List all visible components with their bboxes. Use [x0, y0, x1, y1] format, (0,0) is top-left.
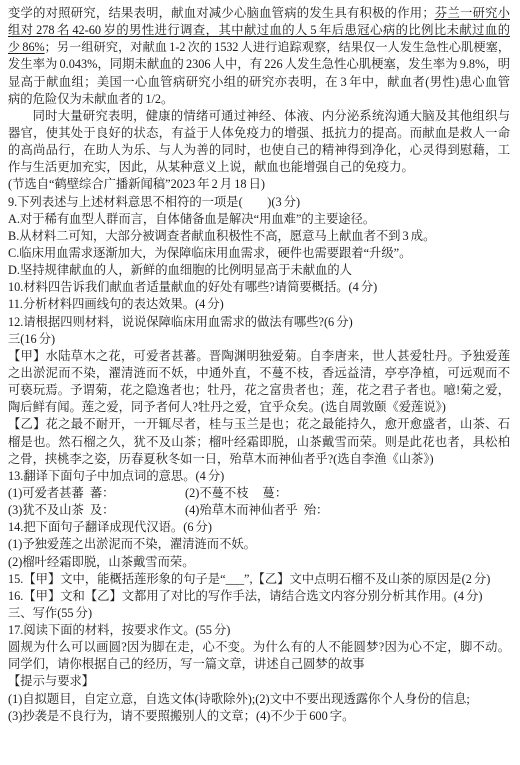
- classical-text-jia-line: 可亵玩焉。予谓菊，花之隐逸者也；牡丹，花之富贵者也；莲，花之君子者也。噫!菊之爱，: [8, 383, 510, 398]
- option-a: A.对于稀有血型人群而言，自体储备血是解决“用血难”的主要途径。: [8, 211, 376, 226]
- section-heading: 三(16 分): [8, 331, 56, 346]
- passage-line: [8, 5, 510, 22]
- q13-item-3: [8, 502, 114, 519]
- question-17-stem: 17.阅读下面的材料，按要求作文。(55 分): [8, 623, 231, 638]
- question-16: 16.【甲】文和【乙】文都用了对比的写作手法，请结合选文内容分别分析其作用。(4 分): [8, 588, 483, 603]
- question-15: 15.【甲】文中，能概括莲形象的句子是“___”,【乙】文中点明石榴不及山茶的原因是(2 分): [8, 571, 491, 586]
- q14-sentence-1: (1)予独爱莲之出淤泥而不染，濯清涟而不妖。: [8, 537, 256, 552]
- q13-phrase: (1)可爱者甚蕃: [8, 485, 84, 500]
- requirement-line: (1)自拟题目，自定立意，自选文体(诗歌除外);(2)文中不要出现透露你个人身份的信息;: [8, 691, 470, 706]
- q13-row: [8, 485, 510, 502]
- section-heading-writing: 三、写作(55 分): [8, 605, 93, 620]
- question-12: 12.请根据四则材料，说说保障临床用血需求的做法有哪些?(6 分): [8, 314, 353, 329]
- question-13-stem: 13.翻译下面句子中加点词的意思。(4 分): [8, 468, 225, 483]
- passage-line: 发生率为 0.043%，同期未献血的 2306 人中，有 226 人发生急性心肌梗塞，发生率为 9.8%，明: [8, 57, 510, 72]
- classical-text-yi-line: 【乙】花之最不耐开，一开辄尽者，桂与玉兰是也；花之最能持久，愈开愈盛者，山茶、石: [8, 417, 510, 432]
- q13-row: [8, 502, 510, 519]
- q13-item-2: [185, 485, 287, 502]
- source-citation: (节选自“鹤壁综合广播新闻稿”2023 年 2 月 18 日): [8, 177, 265, 192]
- q13-word-label: 蔓：: [262, 485, 288, 500]
- passage-line: 的高尚品行，在助人为乐、与人为善的同时，也使自己的精神得到净化，心灵得到慰藉，工: [8, 143, 510, 158]
- question-10: 10.材料四告诉我们献血者适量献血的好处有哪些?请简要概括。(4 分): [8, 280, 378, 295]
- q14-sentence-2: (2)榴叶经霜即脱，山茶戴雪而荣。: [8, 554, 195, 569]
- requirements-heading: 【提示与要求】: [8, 674, 95, 689]
- underlined-sentence: 少 86%: [8, 40, 45, 55]
- passage-text: 变学的对照研究，结果表明，献血对减少心脑血管病的发生具有积极的作用；: [8, 6, 435, 20]
- classical-text-jia-line: 之出淤泥而不染，濯清涟而不妖，中通外直，不蔓不枝，香远益清，亭亭净植，可远观而不: [8, 365, 510, 380]
- q13-item-4: [185, 502, 328, 519]
- classical-text-jia-line: 【甲】水陆草木之花，可爱者甚蕃。晋陶渊明独爱菊。自李唐来，世人甚爱牡丹。予独爱莲: [8, 348, 510, 363]
- q13-item-1: [8, 485, 114, 502]
- passage-line: 显高于献血组；美国一心血管病研究小组的研究亦表明，在 3 年中，献血者(男性)患心血管: [8, 74, 510, 89]
- requirement-line: (3)抄袭是不良行为，请不要照搬别人的文章；(4)不少于 600 字。: [8, 708, 355, 723]
- classical-text-jia-line: 陶后鲜有闻。莲之爱，同予者何人?牡丹之爱，宜乎众矣。(选自周敦颐《爱莲说》): [8, 400, 446, 415]
- q13-word-label: 蕃：: [89, 485, 115, 500]
- classical-text-yi-line: 榴是也。然石榴之久，犹不及山茶；榴叶经霜即脱，山茶戴雪而荣。则是此花也者，具松柏: [8, 434, 510, 449]
- q13-word-label: 及：: [89, 503, 115, 518]
- page-content: [8, 5, 510, 725]
- option-d: D.坚持规律献血的人，新鲜的血细胞的比例明显高于未献血的人: [8, 263, 352, 278]
- passage-line: 器官，使其处于良好的状态，有益于人体免疫力的增强、抵抗力的提高。而献血是救人一命: [8, 125, 510, 140]
- underlined-sentence: 芬兰一研究小: [434, 6, 510, 20]
- option-c: C.临床用血需求逐渐加大，为保障临床用血需求，硬件也需要跟着“升级”。: [8, 245, 412, 260]
- underlined-sentence: 组对 278 名 42-60 岁的男性进行调查，其中献过血的人 5 年后患冠心病的比例比未献过血的: [8, 23, 510, 38]
- q13-word-label: 殆：: [303, 503, 329, 518]
- q13-phrase: (2)不蔓不枝: [185, 485, 249, 500]
- writing-prompt-line: 同学们，请你根据自己的经历，写一篇文章，讲述自己圆梦的故事: [8, 657, 365, 672]
- passage-line: 同时大量研究表明，健康的情绪可通过神经、体液、内分泌系统沟通大脑及其他组织与: [32, 108, 510, 123]
- passage-text: ；另一组研究，对献血 1-2 次的 1532 人进行追踪观察，结果仅一人发生急性心肌梗塞，: [44, 40, 510, 55]
- option-b: B.从材料二可知，大部分被调查者献血积极性不高，愿意马上献血者不到 3 成。: [8, 228, 436, 243]
- writing-prompt-line: 圆规为什么可以画圆?因为脚在走，心不变。为什么有的人不能圆梦?因为心不定，脚不动。: [8, 640, 510, 655]
- classical-text-yi-line: 之骨，挟桃李之姿，历春夏秋冬如一日，殆草木而神仙者乎?(选自李渔《山茶》): [8, 451, 434, 466]
- passage-line: [8, 39, 510, 56]
- question-14-stem: 14.把下面句子翻译成现代汉语。(6 分): [8, 520, 212, 535]
- question-9-stem: 9.下列表述与上述材料意思不相符的一项是( )(3 分): [8, 194, 301, 209]
- q13-phrase: (3)犹不及山茶: [8, 503, 84, 518]
- question-11: 11.分析材料四画线句的表达效果。(4 分): [8, 297, 224, 312]
- passage-line: 病的危险仅为未献血者的 1/2。: [8, 91, 174, 106]
- passage-line: 作与生活更加充实，因此，从某种意义上说，献血也能增强自己的免疫力。: [8, 160, 414, 175]
- q13-phrase: (4)殆草木而神仙者乎: [185, 503, 298, 518]
